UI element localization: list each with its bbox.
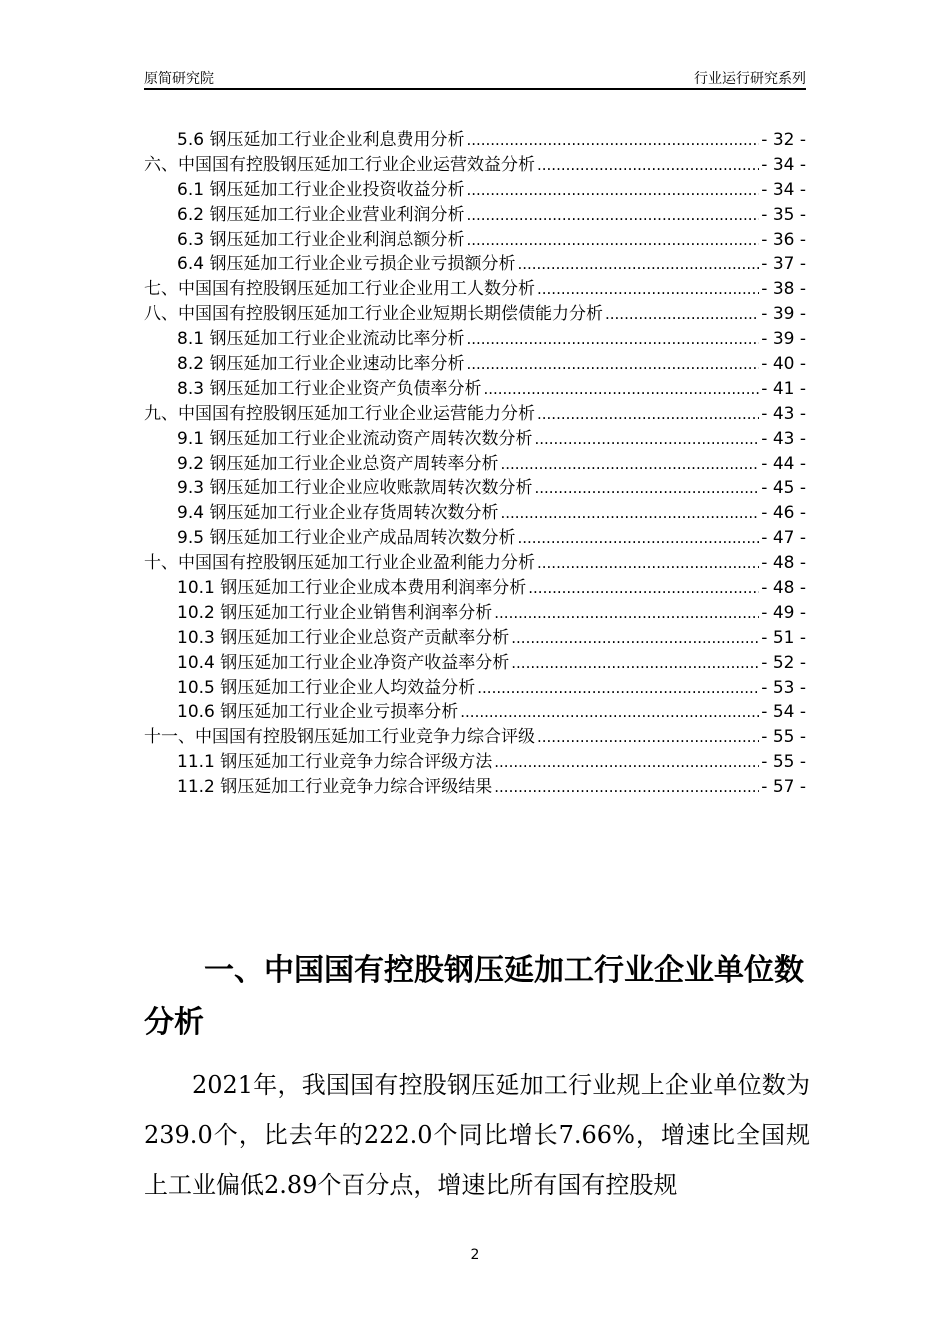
toc-entry-label: 11.2 钢压延加工行业竞争力综合评级结果 xyxy=(177,777,493,798)
toc-entry[interactable] xyxy=(144,200,806,225)
toc-entry-label: 10.4 钢压延加工行业企业净资产收益率分析 xyxy=(177,652,510,673)
toc-dot-leader xyxy=(511,653,759,673)
toc-entry-page: - 43 - xyxy=(761,428,806,449)
toc-entry-page: - 39 - xyxy=(761,329,806,350)
toc-entry-label: 6.2 钢压延加工行业企业营业利润分析 xyxy=(177,204,465,225)
toc-entry[interactable] xyxy=(144,473,806,498)
toc-entry-page: - 55 - xyxy=(761,752,806,773)
toc-dot-leader xyxy=(466,354,759,374)
toc-entry-page: - 35 - xyxy=(761,204,806,225)
toc-entry-page: - 38 - xyxy=(761,279,806,300)
toc-dot-leader xyxy=(511,628,759,648)
toc-dot-leader xyxy=(537,279,759,299)
toc-entry[interactable] xyxy=(144,125,806,150)
toc-entry[interactable] xyxy=(144,598,806,623)
toc-entry-label: 9.3 钢压延加工行业企业应收账款周转次数分析 xyxy=(177,478,533,499)
toc-entry[interactable] xyxy=(144,623,806,648)
toc-dot-leader xyxy=(534,478,759,498)
toc-dot-leader xyxy=(494,752,759,772)
toc-entry[interactable] xyxy=(144,349,806,374)
toc-dot-leader xyxy=(500,454,759,474)
toc-entry[interactable] xyxy=(144,523,806,548)
header-series-name: 行业运行研究系列 xyxy=(694,71,806,87)
toc-entry-page: - 55 - xyxy=(761,727,806,748)
toc-entry-page: - 51 - xyxy=(761,627,806,648)
toc-entry-page: - 40 - xyxy=(761,354,806,374)
toc-entry[interactable] xyxy=(144,324,806,349)
toc-entry-label: 6.1 钢压延加工行业企业投资收益分析 xyxy=(177,179,465,200)
toc-entry[interactable] xyxy=(144,399,806,424)
toc-entry[interactable] xyxy=(144,648,806,673)
toc-entry-page: - 52 - xyxy=(761,652,806,673)
toc-entry[interactable] xyxy=(144,673,806,698)
toc-entry-label: 8.2 钢压延加工行业企业速动比率分析 xyxy=(177,354,465,374)
toc-entry-label: 9.2 钢压延加工行业企业总资产周转率分析 xyxy=(177,453,499,474)
toc-entry-label: 9.1 钢压延加工行业企业流动资产周转次数分析 xyxy=(177,428,533,449)
section-heading: 一、中国国有控股钢压延加工行业企业单位数分析 xyxy=(144,953,804,1040)
toc-entry-page: - 34 - xyxy=(761,179,806,200)
toc-entry-label: 10.5 钢压延加工行业企业人均效益分析 xyxy=(177,677,476,698)
toc-entry-page: - 54 - xyxy=(761,702,806,723)
toc-entry-label: 八、中国国有控股钢压延加工行业企业短期长期偿债能力分析 xyxy=(144,304,603,325)
toc-dot-leader xyxy=(537,155,759,175)
toc-entry[interactable] xyxy=(144,225,806,250)
toc-dot-leader xyxy=(517,528,759,548)
toc-entry-page: - 39 - xyxy=(761,304,806,325)
toc-entry-page: - 34 - xyxy=(761,154,806,175)
toc-entry-page: - 49 - xyxy=(761,602,806,623)
toc-entry[interactable] xyxy=(144,175,806,200)
toc-entry-label: 十一、中国国有控股钢压延加工行业竞争力综合评级 xyxy=(144,727,535,748)
toc-dot-leader xyxy=(500,503,759,523)
toc-entry-page: - 32 - xyxy=(761,130,806,150)
toc-entry-label: 9.5 钢压延加工行业企业产成品周转次数分析 xyxy=(177,528,516,549)
body-paragraph: 2021年，我国国有控股钢压延加工行业规上企业单位数为239.0个，比去年的222.0个同比增长7.66%，增速比全国规上工业偏低2.89个百分点，增速比所有国有控股规 xyxy=(144,1071,810,1199)
toc-entry-page: - 46 - xyxy=(761,503,806,524)
toc-dot-leader xyxy=(494,603,759,623)
toc-entry[interactable] xyxy=(144,274,806,299)
toc-dot-leader xyxy=(466,130,759,150)
toc-entry[interactable] xyxy=(144,150,806,175)
toc-entry-page: - 48 - xyxy=(761,553,806,574)
toc-entry-page: - 36 - xyxy=(761,229,806,250)
page-number: 2 xyxy=(470,1247,480,1263)
toc-entry-label: 8.3 钢压延加工行业企业资产负债率分析 xyxy=(177,378,482,399)
toc-entry-page: - 45 - xyxy=(761,478,806,499)
toc-dot-leader xyxy=(537,404,759,424)
toc-entry[interactable] xyxy=(144,573,806,598)
toc-entry-label: 10.6 钢压延加工行业企业亏损率分析 xyxy=(177,702,459,723)
toc-dot-leader xyxy=(494,777,759,797)
toc-dot-leader xyxy=(466,180,759,200)
toc-dot-leader xyxy=(537,727,759,747)
toc-dot-leader xyxy=(466,329,759,349)
toc-entry[interactable] xyxy=(144,722,806,747)
toc-entry-label: 七、中国国有控股钢压延加工行业企业用工人数分析 xyxy=(144,279,535,300)
toc-entry-label: 6.4 钢压延加工行业企业亏损企业亏损额分析 xyxy=(177,254,516,275)
toc-entry-label: 六、中国国有控股钢压延加工行业企业运营效益分析 xyxy=(144,154,535,175)
toc-entry[interactable] xyxy=(144,449,806,474)
toc-entry-label: 10.2 钢压延加工行业企业销售利润率分析 xyxy=(177,602,493,623)
toc-entry[interactable] xyxy=(144,498,806,523)
toc-dot-leader xyxy=(528,578,759,598)
toc-entry[interactable] xyxy=(144,299,806,324)
toc-entry-page: - 41 - xyxy=(761,378,806,399)
toc-entry-label: 十、中国国有控股钢压延加工行业企业盈利能力分析 xyxy=(144,553,535,574)
table-of-contents xyxy=(144,125,806,797)
toc-entry[interactable] xyxy=(144,772,806,797)
toc-entry-label: 10.3 钢压延加工行业企业总资产贡献率分析 xyxy=(177,627,510,648)
toc-entry-label: 8.1 钢压延加工行业企业流动比率分析 xyxy=(177,329,465,350)
toc-entry-label: 10.1 钢压延加工行业企业成本费用利润率分析 xyxy=(177,578,527,598)
toc-entry-label: 11.1 钢压延加工行业竞争力综合评级方法 xyxy=(177,752,493,773)
toc-entry[interactable] xyxy=(144,424,806,449)
toc-entry[interactable] xyxy=(144,697,806,722)
toc-entry-label: 5.6 钢压延加工行业企业利息费用分析 xyxy=(177,130,465,150)
toc-entry-page: - 57 - xyxy=(761,777,806,798)
toc-entry[interactable] xyxy=(144,747,806,772)
header-org-name: 原简研究院 xyxy=(144,71,214,87)
toc-dot-leader xyxy=(537,553,759,573)
toc-entry-page: - 43 - xyxy=(761,403,806,424)
toc-dot-leader xyxy=(466,230,759,250)
toc-dot-leader xyxy=(605,304,759,324)
toc-dot-leader xyxy=(466,205,759,225)
toc-entry-page: - 53 - xyxy=(761,677,806,698)
toc-entry-label: 6.3 钢压延加工行业企业利润总额分析 xyxy=(177,229,465,250)
toc-dot-leader xyxy=(460,702,759,722)
toc-dot-leader xyxy=(534,429,759,449)
toc-entry[interactable] xyxy=(144,548,806,573)
toc-entry[interactable] xyxy=(144,374,806,399)
header-divider xyxy=(144,88,806,90)
toc-dot-leader xyxy=(477,678,759,698)
toc-entry-page: - 44 - xyxy=(761,453,806,474)
toc-entry-page: - 47 - xyxy=(761,528,806,549)
toc-entry[interactable] xyxy=(144,249,806,274)
toc-dot-leader xyxy=(517,254,759,274)
toc-entry-page: - 48 - xyxy=(761,578,806,598)
toc-entry-page: - 37 - xyxy=(761,254,806,275)
toc-dot-leader xyxy=(483,379,759,399)
toc-entry-label: 9.4 钢压延加工行业企业存货周转次数分析 xyxy=(177,503,499,524)
toc-entry-label: 九、中国国有控股钢压延加工行业企业运营能力分析 xyxy=(144,403,535,424)
